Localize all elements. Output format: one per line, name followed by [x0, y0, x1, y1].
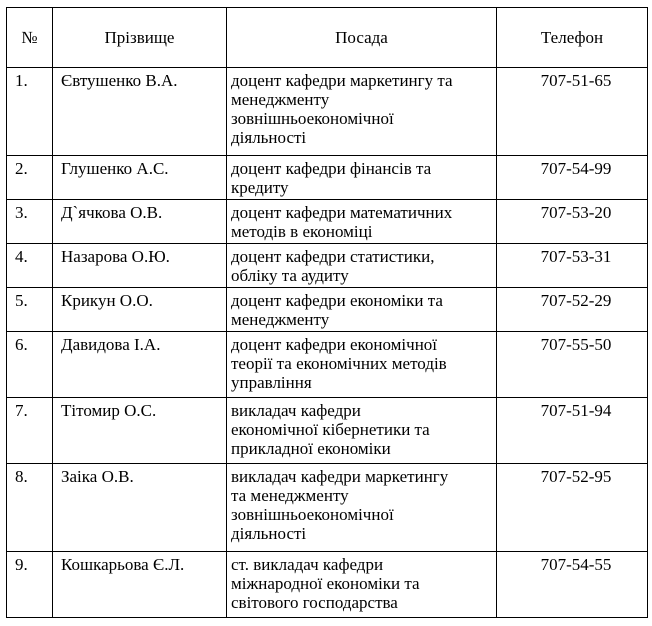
row-number: 1. [7, 68, 53, 156]
row-position [227, 288, 497, 332]
row-position [227, 398, 497, 464]
row-phone: 707-51-94 [497, 398, 648, 464]
position-line: зовнішньоекономічної [231, 109, 394, 128]
row-number: 4. [7, 244, 53, 288]
row-number: 3. [7, 200, 53, 244]
row-phone: 707-54-55 [497, 552, 648, 618]
row-phone: 707-53-31 [497, 244, 648, 288]
position-line: доцент кафедри статистики, [231, 247, 435, 266]
row-number: 9. [7, 552, 53, 618]
table-row [7, 552, 648, 618]
position-line: викладач кафедри [231, 401, 361, 420]
row-surname: Тітомир О.С. [53, 398, 227, 464]
row-position [227, 464, 497, 552]
position-line: доцент кафедри фінансів та [231, 159, 432, 178]
position-line: ст. викладач кафедри [231, 555, 384, 574]
position-line: доцент кафедри економіки та [231, 291, 443, 310]
table-row [7, 398, 648, 464]
row-phone: 707-52-95 [497, 464, 648, 552]
position-line: та менеджменту [231, 486, 349, 505]
row-phone: 707-53-20 [497, 200, 648, 244]
row-number: 7. [7, 398, 53, 464]
position-line: зовнішньоекономічної [231, 505, 394, 524]
table-row [7, 156, 648, 200]
row-position [227, 552, 497, 618]
row-surname: Назарова О.Ю. [53, 244, 227, 288]
table-row [7, 288, 648, 332]
row-surname: Євтушенко В.А. [53, 68, 227, 156]
position-line: менеджменту [231, 90, 330, 109]
row-position [227, 156, 497, 200]
position-line: діяльності [231, 524, 307, 543]
row-position [227, 332, 497, 398]
header-position: Посада [227, 8, 497, 68]
table-row [7, 68, 648, 156]
row-phone: 707-55-50 [497, 332, 648, 398]
row-phone: 707-52-29 [497, 288, 648, 332]
position-line: економічної кібернетики та [231, 420, 430, 439]
table-row [7, 244, 648, 288]
row-position [227, 244, 497, 288]
position-line: управління [231, 373, 312, 392]
header-number: № [7, 8, 53, 68]
position-line: доцент кафедри маркетингу та [231, 71, 453, 90]
position-line: міжнародної економіки та [231, 574, 420, 593]
position-line: викладач кафедри маркетингу [231, 467, 449, 486]
position-line: методів в економіці [231, 222, 373, 241]
row-number: 2. [7, 156, 53, 200]
table-row [7, 200, 648, 244]
row-surname: Глушенко А.С. [53, 156, 227, 200]
row-surname: Крикун О.О. [53, 288, 227, 332]
row-phone: 707-51-65 [497, 68, 648, 156]
table-row [7, 332, 648, 398]
row-position [227, 68, 497, 156]
staff-table [6, 7, 648, 618]
position-line: менеджменту [231, 310, 330, 329]
position-line: прикладної економіки [231, 439, 391, 458]
position-line: доцент кафедри математичних [231, 203, 453, 222]
row-surname: Кошкарьова Є.Л. [53, 552, 227, 618]
header-row [7, 8, 648, 68]
header-phone: Телефон [497, 8, 648, 68]
row-number: 6. [7, 332, 53, 398]
row-surname: Д`ячкова О.В. [53, 200, 227, 244]
position-line: світового господарства [231, 593, 398, 612]
row-number: 8. [7, 464, 53, 552]
row-surname: Давидова І.А. [53, 332, 227, 398]
row-surname: Заіка О.В. [53, 464, 227, 552]
position-line: теорії та економічних методів [231, 354, 447, 373]
position-line: кредиту [231, 178, 289, 197]
table-row [7, 464, 648, 552]
position-line: діяльності [231, 128, 307, 147]
row-phone: 707-54-99 [497, 156, 648, 200]
position-line: доцент кафедри економічної [231, 335, 438, 354]
row-number: 5. [7, 288, 53, 332]
header-surname: Прізвище [53, 8, 227, 68]
position-line: обліку та аудиту [231, 266, 349, 285]
row-position [227, 200, 497, 244]
